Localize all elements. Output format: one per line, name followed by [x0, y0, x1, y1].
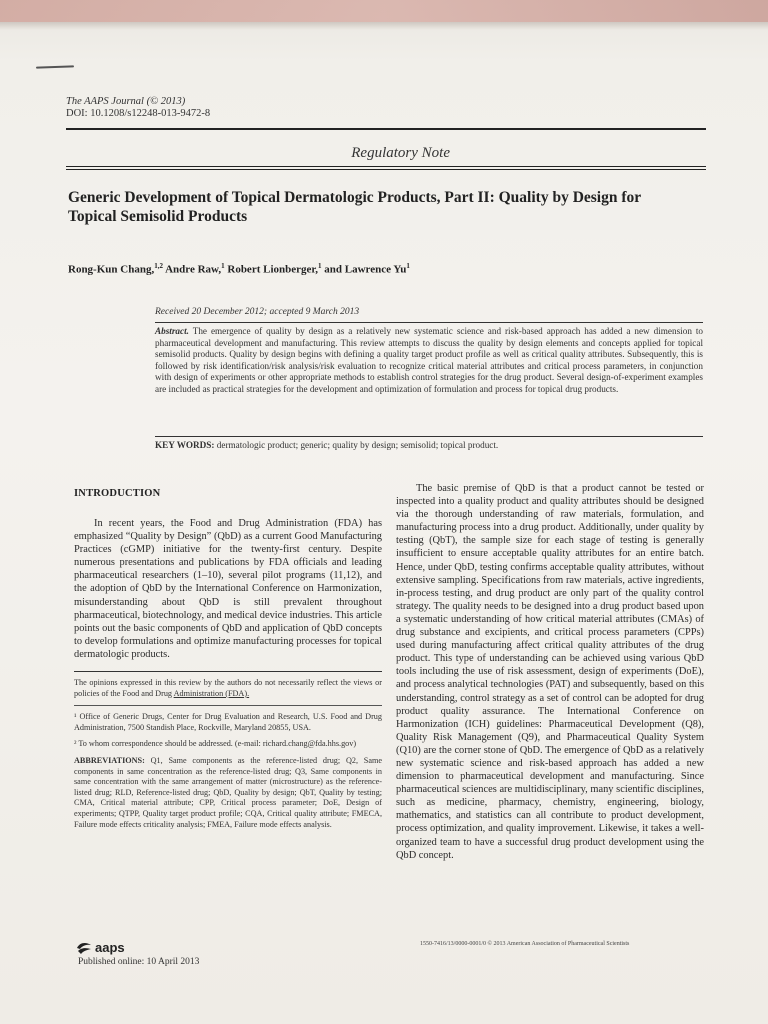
abstract: [155, 326, 703, 396]
affiliation-footnote: ¹ Office of Generic Drugs, Center for Drug Evaluation and Research, U.S. Food and Drug Administration, 7500 Standish Place, Rockville, Maryland 20855, USA.: [74, 712, 382, 732]
received-date: Received 20 December 2012; accepted 9 March 2013: [155, 307, 360, 317]
aaps-logo-text: aaps: [95, 940, 125, 955]
doi: DOI: 10.1208/s12248-013-9472-8: [66, 108, 211, 119]
right-column: [396, 482, 704, 862]
disclaimer-text: The opinions expressed in this review by the authors do not necessarily reflect the views or policies of the Food and Drug: [74, 678, 382, 698]
author-affiliation: 1: [318, 262, 322, 270]
keywords-text: dermatologic product; generic; quality by design; semisolid; topical product.: [214, 440, 499, 450]
author-name: Rong-Kun Chang,: [68, 263, 155, 276]
author-name: and Lawrence Yu: [321, 263, 407, 276]
abbreviations-text: Q1, Same components as the reference-listed drug; Q2, Same components in same concentration as the reference-listed drug; Q3, Same components in same concentration with the same arrangement of matter (microstructure) as the reference-listed drug; RLD, Reference-listed drug; QbD, Quality by design; QbT, Quality by testing; CMA, Critical material attribute; CPP, Critical process parameter; DoE, Design of experiments; QTPP, Quality target product profile; CQA, Critical quality attribute; FMECA, Failure mode effects criticality analysis; FMEA, Failure mode effects analysis.: [74, 756, 382, 829]
header-rule-top: [66, 128, 706, 130]
abbreviations: [74, 756, 382, 830]
correspondence-footnote: ² To whom correspondence should be addressed. (e-mail: richard.chang@fda.hhs.gov): [74, 739, 357, 749]
disclaimer-note: [74, 678, 382, 699]
author-list: [68, 262, 628, 276]
keywords: [155, 440, 703, 450]
author-affiliation: 1,2: [154, 262, 163, 270]
intro-paragraph: In recent years, the Food and Drug Administration (FDA) has emphasized “Quality by Design” (QbD) as a current Good Manufacturing Practices (cGMP) initiative for the twenty-first century. Despite numerous presentations and publications by FDA officials and leading pharmaceutical researchers (1–10), several pilot programs (11,12), and the adoption of QbD by the International Conference on Harmonization, misunderstanding about QbD is still prevalent throughout pharmaceutical, biotechnology, and medical device industries. This article points out the basic components of QbD and application of QbD concepts to develop formulations and optimize manufacturing processes for topical dermatologic products.: [74, 518, 382, 660]
abstract-label: Abstract.: [155, 326, 189, 336]
pen-mark: [36, 65, 74, 68]
disclaimer-underlined: Administration (FDA).: [173, 688, 250, 698]
header-rule-bottom-2: [66, 169, 706, 170]
published-online: Published online: 10 April 2013: [78, 957, 200, 967]
keywords-label: KEY WORDS:: [155, 440, 215, 450]
author-name: Andre Raw,: [162, 263, 222, 276]
footnote-rule-2: [74, 705, 382, 706]
article-title: Generic Development of Topical Dermatologic Products, Part II: Quality by Design for Topical Semisolid Products: [68, 189, 641, 225]
intro-heading: INTRODUCTION: [74, 488, 161, 499]
section-label: Regulatory Note: [351, 145, 450, 161]
author-name: Robert Lionberger,: [224, 263, 319, 276]
abstract-text: The emergence of quality by design as a relatively new systematic science and risk-based approach has added a new dimension to pharmaceutical development and manufacturing. This review attempts to discuss the quality by design elements and concepts applied for topical semisolid products. Quality by design begins with defining a quality target product profile as well as critical quality attributes. Subsequently, this is followed by risk identification/risk analysis/risk evaluation to recognize critical material attributes and critical process parameters, in conjunction with design of experiments or other appropriate methods to establish control strategies for the drug product. Several design-of-experiment examples are included as practical strategies for the development and optimization of formulation and process for topical drug products.: [155, 326, 703, 394]
abbreviations-label: ABBREVIATIONS:: [74, 756, 145, 765]
abstract-rule-bottom: [155, 436, 703, 437]
journal-header: [66, 96, 210, 120]
aaps-logo: [76, 940, 125, 955]
author-affiliation: 1: [406, 262, 410, 270]
left-column: [74, 488, 382, 830]
author-affiliation: 1: [221, 262, 225, 270]
qbd-premise-paragraph: The basic premise of QbD is that a product cannot be tested or inspected into a quality product and quality attributes should be designed via the thorough understanding of raw materials, formulation, and manufacturing process into a drug product. Additionally, under quality by testing (QbT), the sample size for each stage of testing is generally insufficient to ensure acceptable quality attributes for an entire batch. Hence, under QbD, testing confirms acceptable quality attributes, without extensive sampling. Specifications from raw materials, active ingredients, in-process testing, and drug product are only part of the quality control strategy. The quality needs to be designed into a drug product based upon a systematic understanding of how critical material attributes (CMAs) of drug substance and excipients, and critical process parameters (CPPs) used during manufacturing affect critical quality attributes of the drug product. This type of understanding can be achieved using various QbD tools including the use of risk assessment, design of experiments (DoE), and process analytical technologies (PAT) and subsequently, based on this understanding, control strategy as a set of control can be adopted for drug product quality assurance. The International Conference on Harmonization (ICH) guidelines: Pharmaceutical Development (Q8), Quality Risk Management (Q9), and Pharmaceutical Quality System (Q10) are the corner stone of QbD. The emergence of QbD as a relatively new systematic science and risk-based approach has added a new dimension to pharmaceutical development and manufacturing. Since pharmaceutical sciences are multidisciplinary, many scientific disciplines, such as medicine, pharmacy, chemistry, engineering, biology, mathematics, and statistics can all contribute to product development, process optimization, and quality improvement. Likewise, it takes a well-organized team to have a successful drug product development using the QbD concept.: [396, 483, 704, 861]
header-rule-bottom-1: [66, 166, 706, 167]
issn-copyright: 1550-7416/13/0000-0001/0 © 2013 American Association of Pharmaceutical Scientists: [420, 941, 630, 947]
journal-year: (© 2013): [146, 96, 186, 107]
journal-name: The AAPS Journal: [66, 96, 144, 107]
aaps-logo-icon: [76, 942, 92, 954]
page-top-edge: [0, 0, 768, 22]
abstract-rule-top: [155, 322, 703, 323]
footnote-rule: [74, 671, 382, 672]
page-top-shadow: [0, 22, 768, 30]
